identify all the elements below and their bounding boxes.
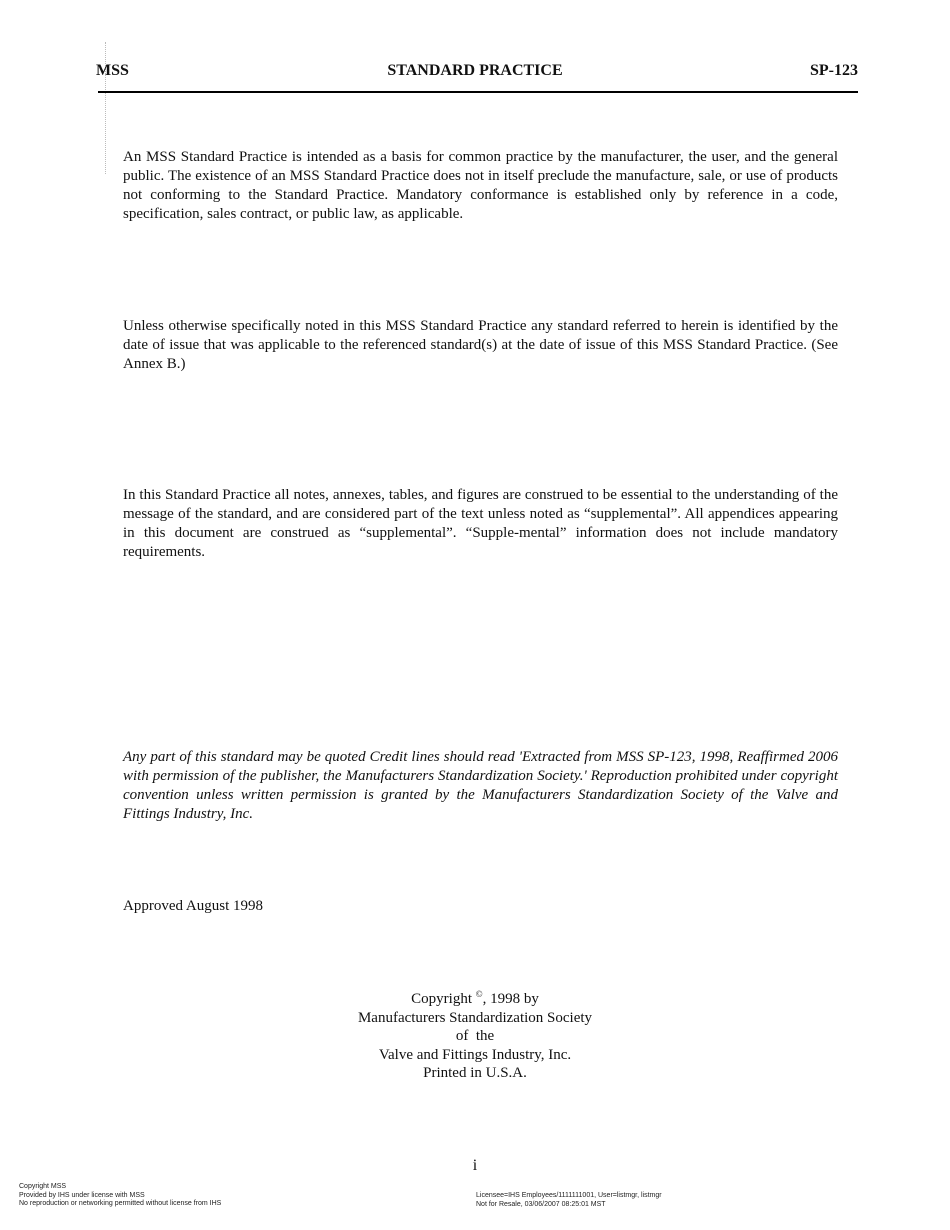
copyright-word: Copyright bbox=[411, 991, 472, 1007]
footer-left-line: No reproduction or networking permitted without license from IHS bbox=[19, 1200, 222, 1207]
header-title: STANDARD PRACTICE bbox=[387, 62, 563, 79]
approval-date: Approved August 1998 bbox=[123, 898, 263, 914]
copyright-line-5: Printed in U.S.A. bbox=[423, 1065, 527, 1081]
header-rule bbox=[98, 91, 858, 93]
copyright-block bbox=[0, 990, 950, 1083]
footer-left-line: Provided by IHS under license with MSS bbox=[19, 1191, 145, 1199]
copyright-line-1 bbox=[0, 990, 950, 1009]
copyright-line-3: of the bbox=[455, 1028, 495, 1044]
header-organization: MSS bbox=[96, 62, 129, 79]
page-number: i bbox=[472, 1157, 478, 1174]
copyright-line-4: Valve and Fittings Industry, Inc. bbox=[378, 1046, 572, 1063]
footer-right-line: Licensee=IHS Employees/1111111001, User=listmgr, listmgr bbox=[476, 1192, 662, 1199]
footer-right-line: Not for Resale, 03/06/2007 08:25:01 MST bbox=[476, 1200, 606, 1208]
paragraph-intent: An MSS Standard Practice is intended as a basis for common practice by the manufacturer, the user, and the general public. The existence of an MSS Standard Practice does not in itself preclude the manufacture, sale, or use of products not conforming to the Standard Practice. Mandatory conformance is established only by reference in a code, specification, sales contract, or public law, as applicable. bbox=[123, 149, 838, 222]
paragraph-referenced-standards: Unless otherwise specifically noted in this MSS Standard Practice any standard referred to herein is identified by the date of issue that was applicable to the referenced standard(s) at the date of issue of this MSS Standard Practice. (See Annex B.) bbox=[123, 318, 838, 372]
copyright-symbol: © bbox=[475, 989, 483, 999]
paragraph-copyright-notice: Any part of this standard may be quoted Credit lines should read 'Extracted from MSS SP-123, 1998, Reaffirmed 2006 with permission of the publisher, the Manufacturers Standardization Society.' Reproduction prohibited under copyright convention unless written permission is granted by the Manufacturers Standardization Society of the Valve and Fittings Industry, Inc. bbox=[123, 749, 838, 822]
footer-license-right bbox=[476, 1192, 662, 1209]
footer-license-left bbox=[19, 1183, 221, 1209]
copyright-line-2: Manufacturers Standardization Society bbox=[357, 1009, 593, 1026]
header-document-number: SP-123 bbox=[810, 62, 858, 79]
paragraph-notes-annexes: In this Standard Practice all notes, annexes, tables, and figures are construed to be essential to the understanding of the message of the standard, and are considered part of the text unless noted as “supplemental”. All appendices appearing in this document are construed as “supplemental”. “Supple-mental” information does not include mandatory requirements. bbox=[123, 487, 838, 560]
copyright-year: , 1998 by bbox=[482, 991, 539, 1007]
footer-left-line: Copyright MSS bbox=[19, 1183, 67, 1190]
